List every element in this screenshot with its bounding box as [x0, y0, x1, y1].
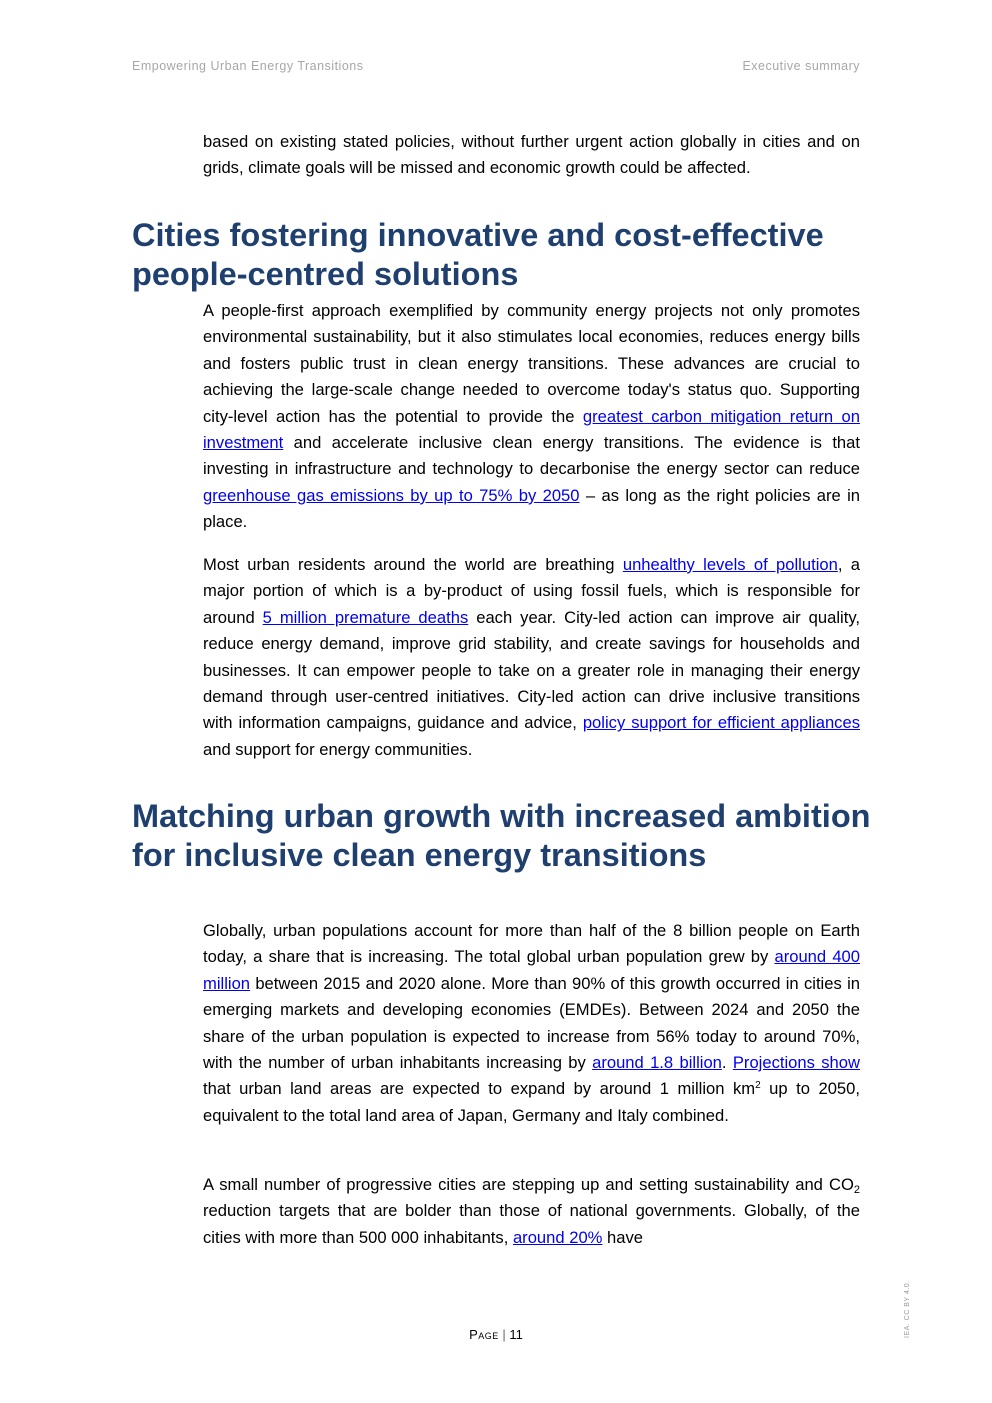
- text-run: reduction targets that are bolder than those of national governments. Globally, of the cities with more than 500 000 inhabitants,: [203, 1201, 860, 1247]
- license-note: IEA. CC BY 4.0.: [904, 1280, 911, 1338]
- text-run: and support for energy communities.: [203, 739, 473, 759]
- text-run: that urban land areas are expected to expand by around 1 million km: [203, 1079, 756, 1099]
- header-section-name: Executive summary: [742, 59, 860, 73]
- text-run: , a major portion of which is a by-product of using fossil fuels, which is responsible for around: [203, 555, 860, 627]
- paragraph-people-first: [203, 298, 860, 536]
- section-heading-urban-growth: Matching urban growth with increased ambition for inclusive clean energy transitions: [132, 798, 871, 873]
- paragraph-urban-pollution: [203, 552, 860, 763]
- superscript: 2: [755, 1080, 761, 1092]
- page-number: 11: [509, 1327, 523, 1342]
- text-run: – as long as the right policies are in place.: [203, 485, 860, 532]
- paragraph-urban-population: [203, 918, 860, 1129]
- text-run: A small number of progressive cities are stepping up and setting sustainability and CO: [203, 1175, 854, 1194]
- text-run: each year. City-led action can improve air quality, reduce energy demand, improve grid stability, and create savings for households and businesses. It can empower people to take on a greater role in managing their energy demand through user-centred initiatives. City-led action can drive inclusive transitions with information campaigns, guidance and advice,: [203, 607, 860, 733]
- link-unhealthy-pollution[interactable]: unhealthy levels of pollution: [622, 555, 838, 574]
- link-premature-deaths[interactable]: 5 million premature deaths: [262, 607, 469, 627]
- text-run: have: [602, 1227, 644, 1247]
- link-around-20-percent[interactable]: around 20%: [512, 1227, 603, 1247]
- paragraph-progressive-cities: [203, 1172, 860, 1251]
- intro-paragraph: based on existing stated policies, without further urgent action globally in cities and on grids, climate goals will be missed and economic growth could be affected.: [203, 132, 860, 178]
- link-efficient-appliances[interactable]: policy support for efficient appliances: [582, 713, 860, 733]
- text-run: and accelerate inclusive clean energy transitions. The evidence is that investing in infrastructure and technology to decarbonise the energy sector can reduce: [203, 433, 860, 479]
- link-carbon-mitigation[interactable]: greatest carbon mitigation return on investment: [203, 406, 860, 453]
- text-run: A people-first approach exemplified by community energy projects not only promotes environmental sustainability, but it also stimulates local economies, reduces energy bills and fosters public trust in clean energy transitions. These advances are crucial to achieving the large-scale change needed to overcome today's status quo. Supporting city-level action has the potential to provide the: [203, 301, 860, 426]
- text-run: Most urban residents around the world are breathing: [203, 555, 623, 574]
- link-ghg-emissions[interactable]: greenhouse gas emissions by up to 75% by 2050: [203, 485, 580, 505]
- link-around-400-million[interactable]: around 400 million: [203, 947, 861, 993]
- page-label: Page: [469, 1327, 499, 1342]
- page-footer: [0, 1327, 992, 1342]
- header-report-title: Empowering Urban Energy Transitions: [132, 59, 364, 73]
- link-projections-show[interactable]: Projections show: [732, 1053, 860, 1073]
- link-around-1-8-billion[interactable]: around 1.8 billion: [592, 1053, 722, 1073]
- text-run: between 2015 and 2020 alone. More than 90% of this growth occurred in cities in emerging markets and developing economies (EMDEs). Between 2024 and 2050 the share of the urban population is expected to increase from 56% today to around 70%, with the number of urban inhabitants increasing by: [203, 973, 860, 1073]
- subscript: 2: [853, 1184, 860, 1196]
- text-run: Globally, urban populations account for more than half of the 8 billion people on Earth today, a share that is increasing. The total global urban population grew by: [203, 921, 860, 967]
- page-separator: |: [502, 1327, 506, 1342]
- text-run: .: [721, 1053, 733, 1073]
- section-heading-cities: Cities fostering innovative and cost-effective people-centred solutions: [132, 217, 824, 292]
- text-run: up to 2050, equivalent to the total land area of Japan, Germany and Italy combined.: [203, 1079, 860, 1125]
